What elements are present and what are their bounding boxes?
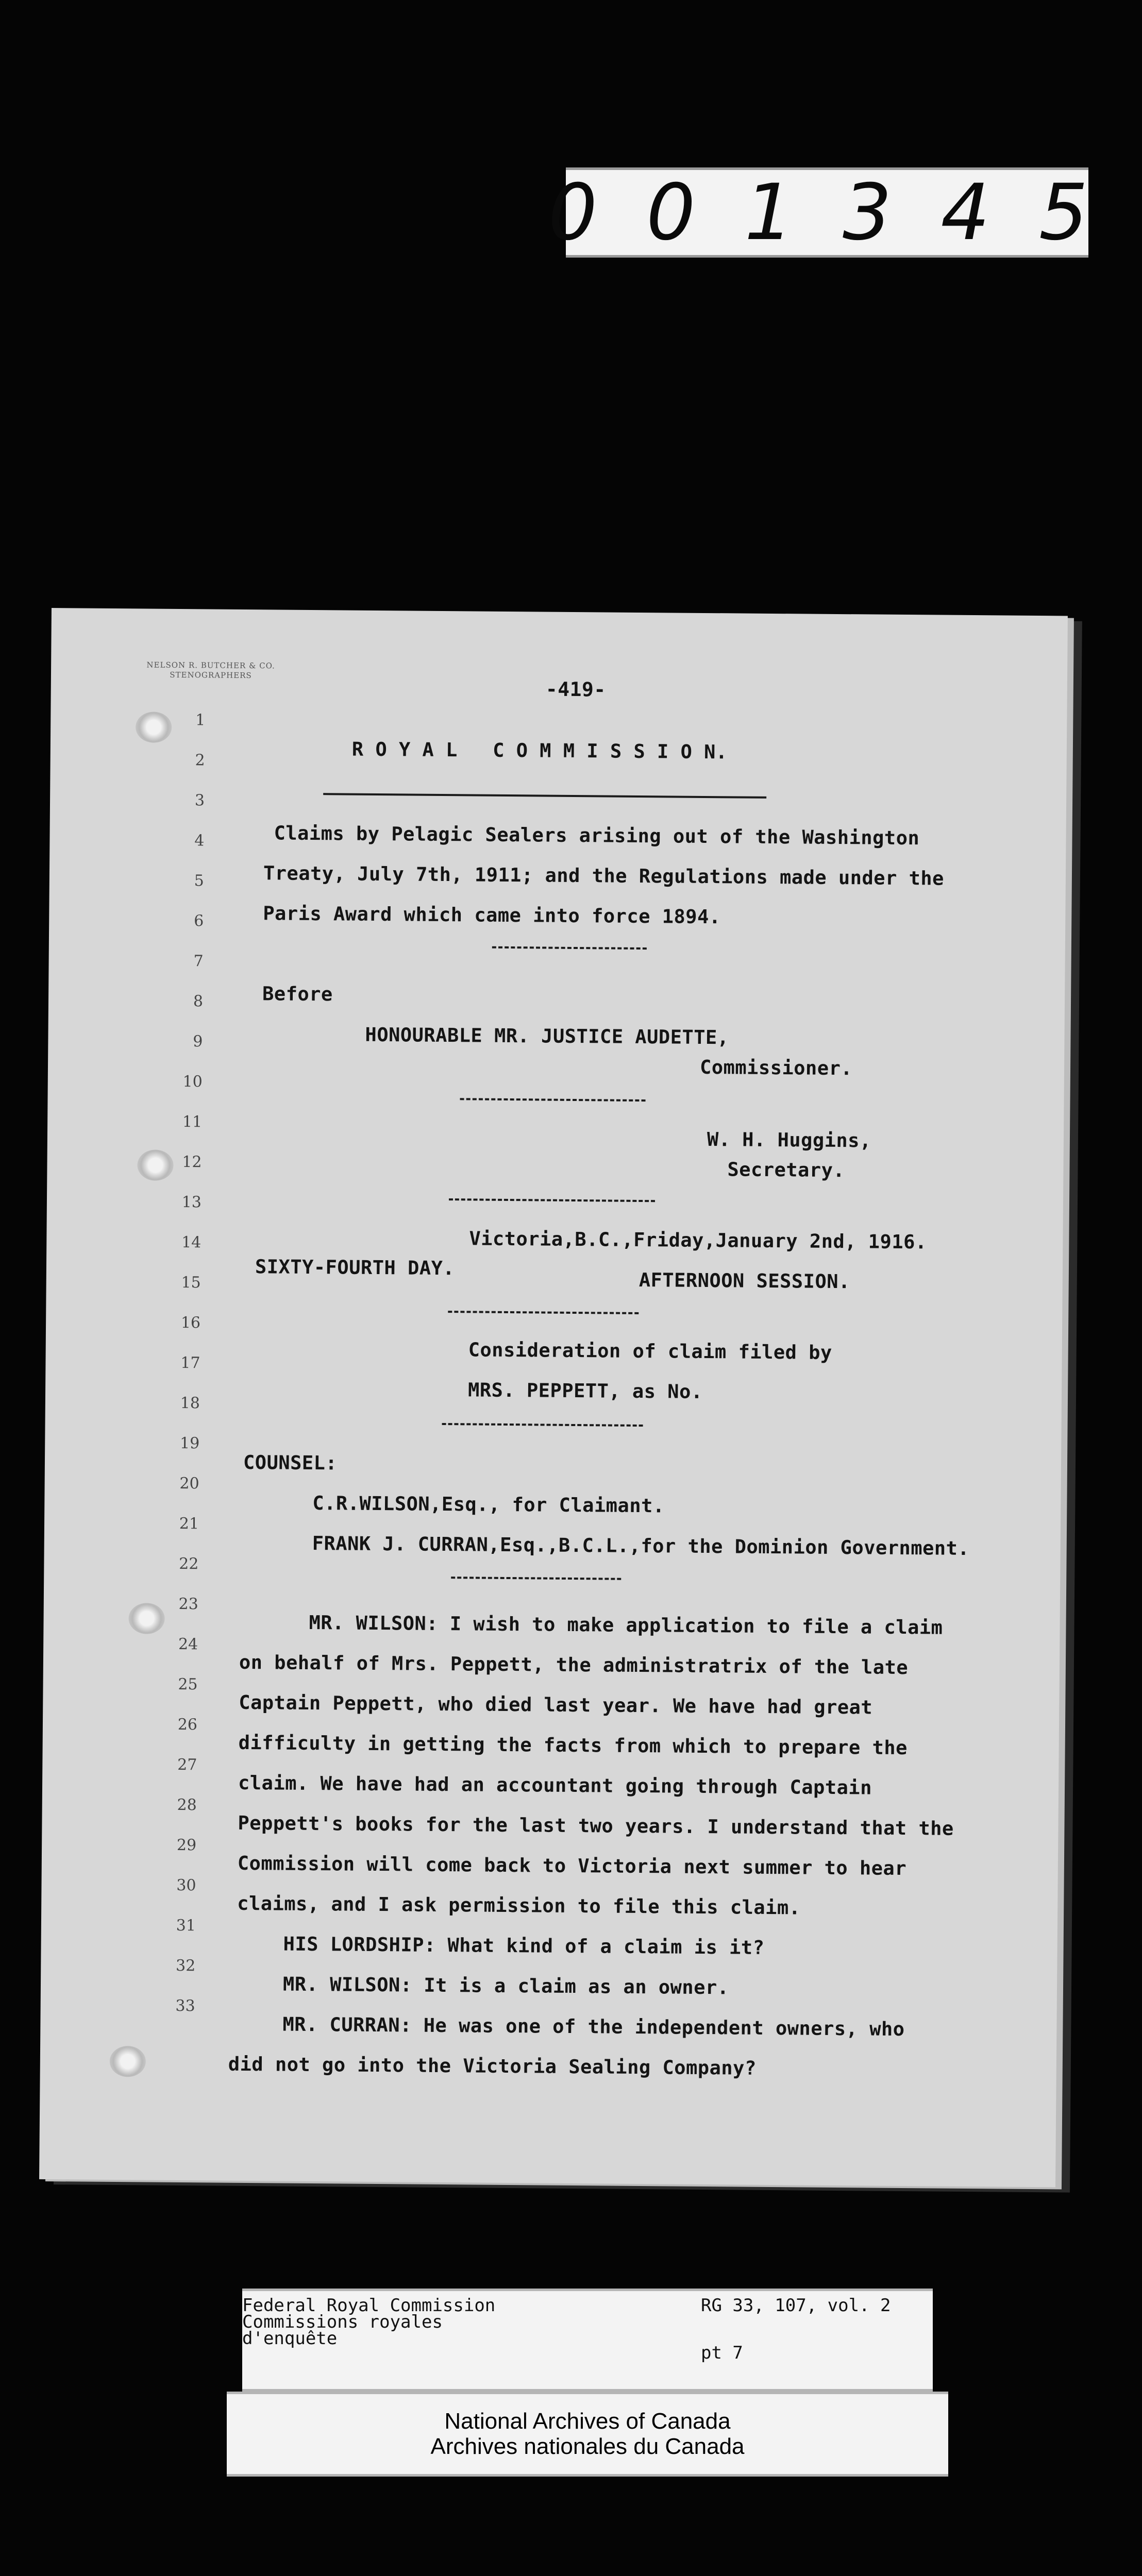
punch-hole — [110, 2046, 146, 2077]
body-line: did not go into the Victoria Sealing Company? — [228, 2053, 757, 2079]
body-line: claim. We have had an accountant going through Captain — [238, 1771, 872, 1799]
punch-hole — [136, 711, 172, 743]
body-line: HIS LORDSHIP: What kind of a claim is it? — [283, 1933, 765, 1959]
heading-rule — [323, 793, 766, 799]
line-number: 24 — [178, 1635, 198, 1654]
line-number: 4 — [194, 832, 205, 850]
line-number: 28 — [177, 1795, 197, 1815]
body-line: MR. CURRAN: He was one of the independent owners, who — [282, 2013, 905, 2041]
page-number: -419- — [545, 677, 606, 701]
body-line: Peppett's books for the last two years. I understand that the — [238, 1811, 954, 1840]
line-number: 2 — [195, 751, 205, 770]
session-label: AFTERNOON SESSION. — [639, 1268, 850, 1293]
claims-line-2: Treaty, July 7th, 1911; and the Regulations made under the — [263, 862, 945, 890]
separator — [492, 946, 647, 950]
letterhead-firm: NELSON R. BUTCHER & CO. — [146, 660, 275, 671]
line-number: 11 — [182, 1113, 203, 1131]
place-date: Victoria,B.C.,Friday,January 2nd, 1916. — [469, 1227, 927, 1253]
day-label: SIXTY-FOURTH DAY. — [255, 1256, 455, 1280]
line-number: 5 — [194, 872, 204, 890]
line-number: 6 — [194, 912, 204, 930]
secretary-title: Secretary. — [727, 1158, 845, 1182]
line-number: 12 — [182, 1153, 202, 1172]
document-page — [39, 608, 1068, 2187]
consideration-line: Consideration of claim filed by — [468, 1338, 832, 1364]
archives-french: Archives nationales du Canada — [430, 2433, 745, 2459]
body-line: Captain Peppett, who died last year. We have had great — [239, 1691, 873, 1719]
national-archives-label — [227, 2392, 948, 2477]
line-number: 16 — [180, 1314, 201, 1332]
judge-name: HONOURABLE MR. JUSTICE AUDETTE, — [365, 1023, 729, 1049]
claims-line-1: Claims by Pelagic Sealers arising out of the Washington — [274, 822, 920, 850]
body-line: MR. WILSON: I wish to make application to file a claim — [309, 1611, 943, 1639]
separator — [460, 1098, 646, 1101]
separator — [448, 1311, 639, 1314]
line-number: 17 — [180, 1354, 200, 1372]
line-number: 30 — [176, 1876, 196, 1895]
line-number: 10 — [182, 1073, 203, 1091]
line-number: 21 — [179, 1515, 199, 1533]
label-reference: RG 33, 107, vol. 2 — [701, 2295, 891, 2316]
line-number: 8 — [193, 992, 204, 1011]
document-heading: R O Y A L C O M M I S S I O N. — [351, 738, 728, 764]
body-line: on behalf of Mrs. Peppett, the administratrix of the late — [239, 1651, 909, 1679]
line-number: 15 — [181, 1274, 201, 1292]
line-number: 29 — [176, 1836, 197, 1855]
claims-line-3: Paris Award which came into force 1894. — [263, 902, 721, 928]
line-number: 3 — [194, 791, 205, 810]
frame-number: 001345 — [548, 167, 1137, 258]
line-number: 1 — [195, 711, 206, 730]
line-number: 7 — [193, 952, 204, 971]
body-line: difficulty in getting the facts from which to prepare the — [238, 1731, 908, 1759]
archives-english: National Archives of Canada — [444, 2409, 731, 2434]
letterhead — [103, 660, 319, 681]
separator — [449, 1198, 655, 1202]
line-number: 13 — [181, 1193, 202, 1212]
line-number: 26 — [177, 1715, 198, 1734]
label-line-1: Federal Royal Commission — [242, 2295, 496, 2316]
line-number: 32 — [175, 1956, 196, 1975]
archive-reference-label — [242, 2289, 933, 2392]
line-number: 19 — [179, 1434, 200, 1453]
separator — [442, 1423, 643, 1427]
line-number: 31 — [176, 1916, 196, 1935]
line-number: 23 — [178, 1595, 198, 1614]
body-line: Commission will come back to Victoria next summer to hear — [237, 1852, 907, 1880]
punch-hole — [128, 1603, 164, 1634]
line-number: 9 — [193, 1032, 203, 1051]
separator — [451, 1577, 621, 1580]
line-number: 14 — [181, 1233, 201, 1252]
label-part: pt 7 — [701, 2343, 743, 2363]
body-line: MR. WILSON: It is a claim as an owner. — [282, 1973, 729, 1999]
claimant-line: MRS. PEPPETT, as No. — [467, 1379, 703, 1403]
label-line-2: Commissions royales — [242, 2312, 443, 2332]
line-number: 27 — [177, 1755, 197, 1774]
frame-number-strip — [548, 167, 1137, 258]
counsel-label: COUNSEL: — [243, 1451, 338, 1475]
line-number: 22 — [179, 1554, 199, 1573]
line-number: 18 — [180, 1394, 200, 1413]
line-number: 25 — [178, 1675, 198, 1694]
judge-title: Commissioner. — [699, 1056, 853, 1080]
line-number: 33 — [175, 1996, 195, 2015]
line-number: 20 — [179, 1475, 199, 1493]
secretary-name: W. H. Huggins, — [707, 1128, 871, 1152]
body-line: claims, and I ask permission to file this claim. — [237, 1892, 801, 1919]
label-line-3: d'enquête — [242, 2328, 338, 2349]
letterhead-role: STENOGRAPHERS — [170, 670, 252, 680]
before-label: Before — [262, 982, 333, 1006]
counsel-claimant: C.R.WILSON,Esq., for Claimant. — [312, 1492, 665, 1517]
counsel-government: FRANK J. CURRAN,Esq.,B.C.L.,for the Dominion Government. — [312, 1532, 970, 1560]
